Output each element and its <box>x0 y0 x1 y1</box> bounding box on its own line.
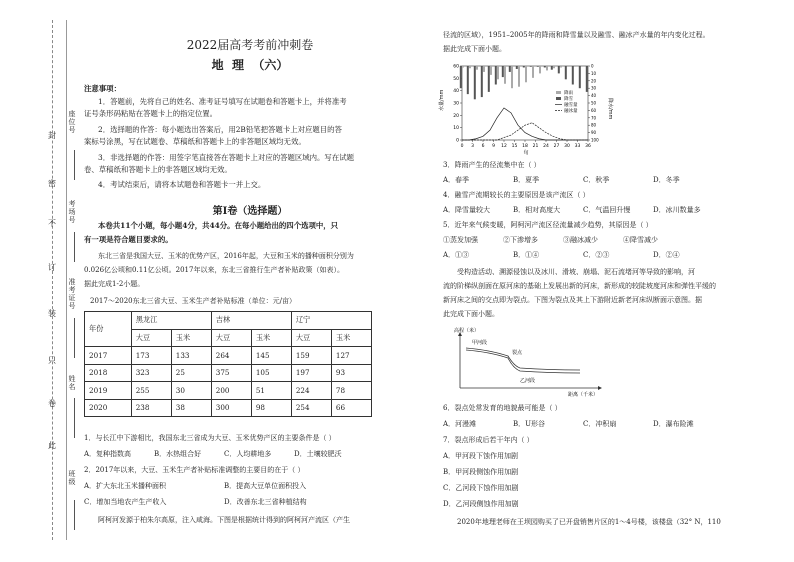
rainfall-bar <box>574 66 576 67</box>
subsidy-table <box>84 311 372 417</box>
x-tick-label: 12 <box>501 144 507 149</box>
left-tick-label: 10 <box>453 126 459 132</box>
rainfall-bar <box>546 66 548 70</box>
question-5-item: ②下渗增多 <box>503 236 538 244</box>
rainfall-bar <box>518 66 520 87</box>
right-tick-label: 70 <box>591 115 597 121</box>
question-6-option-b[interactable]: B．U形谷 <box>513 420 546 428</box>
snowfall-bar <box>544 66 546 67</box>
table-row <box>85 399 372 417</box>
seat-number-blank[interactable] <box>74 150 75 180</box>
passage-text: 东北三省是我国大豆、玉米的优势产区，2016年起，大豆和玉米的播种面积分别为 <box>98 252 354 260</box>
question-3-stem: 3．降雨产生的径流集中在（ ） <box>443 161 541 169</box>
passage-text: 新河床之间的交点即为裂点。下图为裂点及其上下游附近新老河床纵断面示意图。据 <box>443 296 702 304</box>
table-cell: 105 <box>251 364 291 382</box>
question-7-option-c[interactable]: C．乙河段下蚀作用加剧 <box>443 484 519 492</box>
exam-title: 2022届高考考前冲刺卷 <box>186 38 314 52</box>
legend-swatch <box>556 91 561 94</box>
x-tick-label: 3 <box>471 144 474 149</box>
right-tick-label: 20 <box>591 78 597 84</box>
question-6-stem: 6．裂点处常发育的地貌最可能是（ ） <box>443 404 562 412</box>
x-tick-label: 24 <box>543 144 549 149</box>
table-cell: 2017 <box>85 347 132 365</box>
passage-text: 据此完成下面小题。 <box>443 45 506 53</box>
question-1-option-c[interactable]: C．人均耕地多 <box>224 450 272 458</box>
question-5-item: ①蒸发加强 <box>443 236 478 244</box>
table-caption: 2017～2020东北三省大豆、玉米生产者补贴标准（单位：元/亩） <box>90 297 296 305</box>
table-cell: 264 <box>211 347 251 365</box>
x-tick-label: 0 <box>460 144 464 149</box>
x-tick-label: 27 <box>553 144 560 149</box>
binding-char: 只 <box>48 356 56 365</box>
knickpoint-diagram <box>450 326 610 398</box>
old-riverbed <box>466 348 580 370</box>
question-1-option-d[interactable]: D．土壤较肥沃 <box>294 450 342 458</box>
question-5-option-a[interactable]: A．①③ <box>443 251 470 259</box>
table-cell: 98 <box>251 399 291 417</box>
left-tick-label: 0 <box>456 138 459 144</box>
question-7-stem: 7．裂点形成后若干年内（ ） <box>443 436 534 444</box>
table-cell: 375 <box>211 364 251 382</box>
table-cell: 133 <box>171 347 211 365</box>
table-row <box>85 364 372 382</box>
table-cell: 323 <box>131 364 171 382</box>
legend-swatch <box>556 97 561 100</box>
question-2-option-a[interactable]: A．扩大东北玉米播种面积 <box>84 482 167 490</box>
rainfall-bar <box>539 66 541 73</box>
question-4-stem: 4．融雪产流期较长的主要原因是该产流区（ ） <box>443 191 590 199</box>
table-cell: 30 <box>171 382 211 400</box>
table-cell: 255 <box>131 382 171 400</box>
legend-label: 降雨 <box>564 91 573 96</box>
right-tick-label: 90 <box>591 130 597 136</box>
question-7-option-a[interactable]: A．甲河段下蚀作用加剧 <box>443 452 519 460</box>
left-axis-label: 水量/mm <box>439 89 445 111</box>
snowfall-bar <box>474 66 476 99</box>
snowfall-bar <box>516 66 518 69</box>
chart-legend <box>555 89 578 114</box>
table-cell: 51 <box>251 382 291 400</box>
right-tick-label: 80 <box>591 122 597 128</box>
binding-char: 不 <box>48 219 56 228</box>
snowfall-bar <box>551 66 553 70</box>
snowfall-bar <box>488 66 490 92</box>
crop-header: 大豆 <box>291 329 331 347</box>
x-tick-label: 6 <box>481 144 485 149</box>
rainfall-bar <box>553 66 555 68</box>
snowfall-bar <box>460 66 462 88</box>
question-5-option-b[interactable]: B．①④ <box>513 251 540 259</box>
question-1-option-a[interactable]: A．复种指数高 <box>84 450 132 458</box>
left-tick-label: 40 <box>453 89 459 95</box>
rainfall-bar <box>588 66 590 67</box>
question-5-option-c[interactable]: C．②③ <box>583 251 610 259</box>
rainfall-bar <box>497 66 499 79</box>
table-cell: 127 <box>331 347 371 365</box>
question-1-option-b[interactable]: B．水热组合好 <box>154 450 202 458</box>
question-2-option-d[interactable]: D．改善东北三省种植结构 <box>224 498 307 506</box>
question-2-option-b[interactable]: B．提高大豆单位面积投入 <box>224 482 307 490</box>
question-7-option-b[interactable]: B．甲河段侧蚀作用加剧 <box>443 468 519 476</box>
table-cell: 159 <box>291 347 331 365</box>
table-cell: 78 <box>331 382 371 400</box>
passage-text: 0.026亿公顷和0.11亿公顷。2017年以来，东北三省推行生产者补贴政策（如表）。 <box>84 266 344 274</box>
exam-subject: 地 理 （六） <box>211 58 289 72</box>
runoff-chart <box>438 58 614 156</box>
snowfall-bar <box>523 66 525 67</box>
name-blank[interactable] <box>74 398 75 438</box>
table-cell: 93 <box>331 364 371 382</box>
rainfall-bar <box>581 66 583 67</box>
x-tick-label: 15 <box>511 144 518 149</box>
right-tick-label: 60 <box>591 107 597 113</box>
question-3-option-a[interactable]: A．春季 <box>443 176 470 184</box>
crop-header: 大豆 <box>131 329 171 347</box>
table-cell: 2019 <box>85 382 132 400</box>
rainfall-bar <box>511 66 513 88</box>
question-3-option-c[interactable]: C．秋季 <box>583 176 610 184</box>
legend-label: 融冰量 <box>564 109 578 114</box>
table-cell: 145 <box>251 347 291 365</box>
right-tick-label: 40 <box>591 93 597 99</box>
question-6-option-a[interactable]: A．河漫滩 <box>443 420 477 428</box>
question-5-stem: 5．近年来气候变暖，阿柯河产流区径流量减少趋势，其原因是（ ） <box>443 221 653 229</box>
question-5-item: ③融冰减少 <box>563 236 598 244</box>
left-tick-label: 30 <box>453 101 459 107</box>
legend-label: 降雪 <box>564 97 573 102</box>
table-cell: 197 <box>291 364 331 382</box>
binding-char: 订 <box>48 263 56 272</box>
notice-line: 3．非选择题的作答：用签字笔直接答在答题卡上对应的答题区域内。写在试题 <box>98 153 354 162</box>
upper-reach-label: 甲河段 <box>472 340 488 346</box>
left-tick-label: 60 <box>453 64 459 70</box>
section-title: 第Ⅰ卷（选择题） <box>212 206 288 217</box>
right-tick-label: 50 <box>591 100 597 106</box>
exam-room-label: 考场号 <box>68 200 76 224</box>
snowfall-bar <box>565 66 567 79</box>
snowfall-bar <box>467 66 469 94</box>
table-cell: 254 <box>291 399 331 417</box>
name-label: 姓名 <box>68 375 76 391</box>
snowfall-bar <box>558 66 560 73</box>
table-cell: 38 <box>171 399 211 417</box>
snowfall-bar <box>495 66 497 85</box>
question-5-item: ④降雪减少 <box>623 236 658 244</box>
x-tick-label: 21 <box>532 144 539 149</box>
right-tick-label: 0 <box>591 63 594 69</box>
snowfall-bar <box>572 66 574 85</box>
passage-text: 2020年地理老师在王坝园购买了已开盘销售片区的1～4号楼，该楼盘（32° N，110 <box>457 518 721 526</box>
binding-rule <box>66 20 67 540</box>
x-tick-label: 18 <box>522 144 528 149</box>
question-1-stem: 1．与长江中下游相比，我国东北三省成为大豆、玉米优势产区的主要条件是（ ） <box>84 434 336 442</box>
snowfall-bar <box>586 66 588 92</box>
knickpoint-label: 裂点 <box>512 350 523 356</box>
fold-line <box>52 20 53 540</box>
snowfall-bar <box>579 66 581 88</box>
x-tick-label: 30 <box>564 144 570 149</box>
question-4-option-d[interactable]: D．冰川数量多 <box>653 206 701 214</box>
question-6-option-c[interactable]: C．冲积扇 <box>583 420 617 428</box>
rainfall-bar <box>462 66 464 67</box>
question-5-option-d[interactable]: D．②④ <box>653 251 680 259</box>
question-2-option-c[interactable]: C．增加当地农产生产收入 <box>84 498 167 506</box>
binding-char: 密 <box>48 179 56 188</box>
question-7-option-d[interactable]: D．乙河段侧蚀作用加剧 <box>443 500 519 508</box>
question-2-stem: 2．2017年以来，大豆、玉米生产者补贴标准调整的主要目的在于（ ） <box>84 466 305 474</box>
x-tick-label: 36 <box>585 144 591 149</box>
province-header: 吉林 <box>211 312 291 330</box>
binding-char: 此 <box>48 441 56 450</box>
rainfall-bar <box>567 66 569 67</box>
passage-text: 流的阶梯纵剖面在原河床的基础上发展出新的河床，新形成的较陡坡度河床和弹性平缓的 <box>443 282 716 290</box>
notice-line: 2．选择题的作答：每小题选出答案后，用2B铅笔把答题卡上对应题目的答 <box>98 125 342 134</box>
x-tick-label: 9 <box>492 144 495 149</box>
seat-number-label: 座位号 <box>68 110 76 134</box>
section-intro: 有一项是符合题目要求的。 <box>84 235 173 244</box>
notice-line: 卷、草稿纸和答题卡上的非答题区域均无效。 <box>84 165 232 174</box>
notice-line: 证号条形码粘贴在答题卡上的指定位置。 <box>84 109 218 118</box>
question-3-option-d[interactable]: D．冬季 <box>653 176 680 184</box>
passage-text: 此完成下面小题。 <box>443 310 499 318</box>
table-cell: 200 <box>211 382 251 400</box>
table-cell: 66 <box>331 399 371 417</box>
crop-header: 大豆 <box>211 329 251 347</box>
table-cell: 238 <box>131 399 171 417</box>
rainfall-bar <box>560 66 562 67</box>
question-3-option-b[interactable]: B．夏季 <box>513 176 540 184</box>
snowfall-bar <box>509 66 511 72</box>
table-cell: 25 <box>171 364 211 382</box>
table-row <box>85 382 372 400</box>
legend-label: 融雪量 <box>564 103 578 108</box>
passage-text: 受构造活动、溯源侵蚀以及冰川、滑坡、崩塌、泥石流堵河等导致的影响，河 <box>457 268 695 276</box>
ticket-number-blank[interactable] <box>74 318 75 358</box>
left-tick-label: 50 <box>453 76 459 82</box>
table-cell: 300 <box>211 399 251 417</box>
rainfall-bar <box>532 66 534 78</box>
question-4-option-a[interactable]: A．降雪量较大 <box>443 206 491 214</box>
province-header: 辽宁 <box>291 312 371 330</box>
binding-char: 卷 <box>48 399 56 408</box>
class-label: 班级 <box>68 470 76 486</box>
passage-text: 阿柯河发源于柏朱尔高原，注入咸海。下图是根据统计得到的阿柯河产流区（产生 <box>98 516 350 524</box>
crop-header: 玉米 <box>171 329 211 347</box>
binding-char: 装 <box>48 309 56 318</box>
section-intro: 本卷共11个小题，每小题4分，共44分。在每小题给出的四个选项中，只 <box>98 221 339 230</box>
table-cell: 173 <box>131 347 171 365</box>
crop-header: 玉米 <box>331 329 371 347</box>
crop-header: 玉米 <box>251 329 291 347</box>
elevation-label: 高程（米） <box>454 328 480 334</box>
passage-text: 径流的区域），1951–2005年的降雨和降雪量以及融雪、融冰产水量的年内变化过程。 <box>443 31 710 39</box>
year-header: 年份 <box>85 312 132 347</box>
table-cell: 2018 <box>85 364 132 382</box>
notice-line: 1．答题前，先将自己的姓名、准考证号填写在试题卷和答题卡上，并将准考 <box>98 97 347 106</box>
notice-line: 4．考试结束后，请将本试题卷和答题卡一并上交。 <box>98 180 266 189</box>
lower-reach-label: 乙河段 <box>520 378 536 384</box>
left-tick-label: 20 <box>453 113 459 119</box>
province-header: 黑龙江 <box>131 312 211 330</box>
snowfall-bar <box>530 66 532 67</box>
snowfall-bar <box>502 66 504 77</box>
x-tick-label: 33 <box>574 144 581 149</box>
rainfall-bar <box>476 66 478 70</box>
x-axis-label: 旬 <box>523 150 529 156</box>
exam-room-blank[interactable] <box>74 232 75 262</box>
snowfall-bar <box>481 66 483 97</box>
class-blank[interactable] <box>74 500 75 530</box>
binding-char: 封 <box>48 131 56 140</box>
question-4-option-c[interactable]: C．气温回升慢 <box>583 206 631 214</box>
rainfall-bar <box>504 66 506 84</box>
right-axis-label: 降水/mm <box>607 98 613 120</box>
passage-text: 据此完成1-2小题。 <box>84 280 145 288</box>
notice-heading: 注意事项： <box>84 84 121 93</box>
table-cell: 2020 <box>85 399 132 417</box>
snowfall-bar <box>537 66 539 67</box>
x-arrow <box>598 386 602 390</box>
rainfall-bar <box>469 66 471 68</box>
notice-line: 案标号涂黑，写在试题卷、草稿纸和答题卡上的非答题区域均无效。 <box>84 137 306 146</box>
ticket-number-label: 准考证号 <box>68 278 76 310</box>
rainfall-bar <box>483 66 485 72</box>
table-row <box>85 347 372 365</box>
distance-label: 距离（千米） <box>568 392 599 398</box>
rainfall-bar <box>525 66 527 82</box>
question-6-option-d[interactable]: D．瀑布险滩 <box>653 420 694 428</box>
right-tick-label: 10 <box>591 70 597 76</box>
rainfall-bar <box>490 66 492 75</box>
table-cell: 224 <box>291 382 331 400</box>
question-4-option-b[interactable]: B．相对高度大 <box>513 206 561 214</box>
right-tick-label: 30 <box>591 85 597 91</box>
right-tick-label: 100 <box>591 137 599 143</box>
